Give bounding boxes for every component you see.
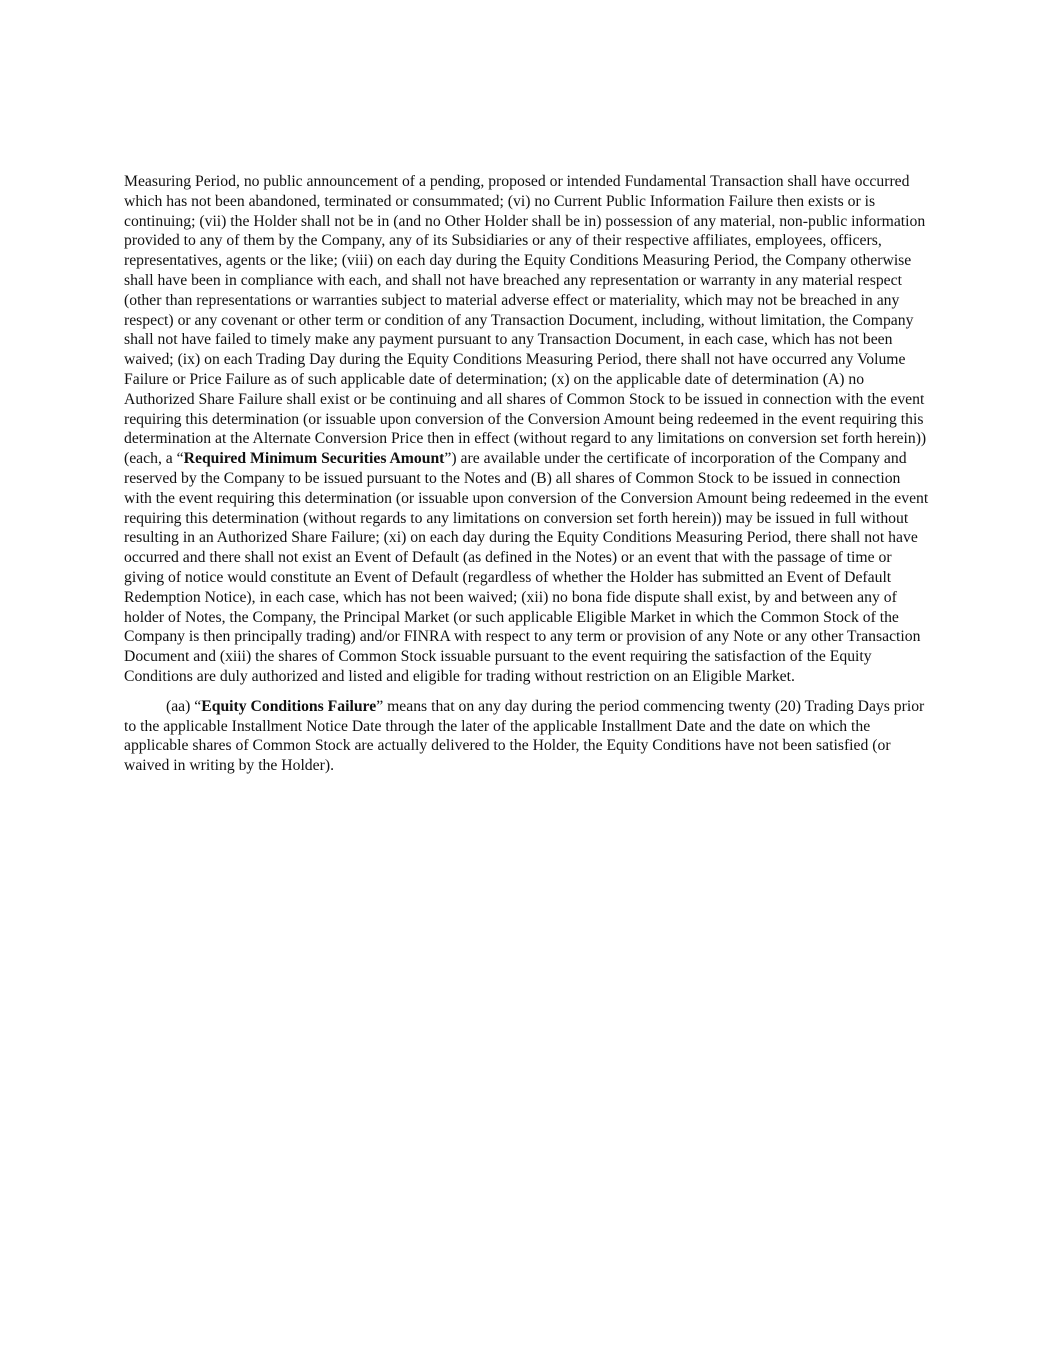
paragraph-equity-conditions-failure — [124, 697, 930, 776]
defined-term-equity-conditions-failure: Equity Conditions Failure — [201, 697, 377, 715]
paragraph-text: ”) are available under the certificate of incorporation of the Company and reserved by the Company to be issued pursuant to the Notes and (B) all shares of Common Stock to be issued in connection with the event requiring this determination (or issuable upon conversion of the Conversion Amount being redeemed in the event requiring this determination (without regards to any limitations on conversion set forth herein)) may be issued in full without resulting in an Authorized Share Failure; (xi) on each day during the Equity Conditions Measuring Period, there shall not have occurred and there shall not exist an Event of Default (as defined in the Notes) or an event that with the passage of time or giving of notice would constitute an Event of Default (regardless of whether the Holder has submitted an Event of Default Redemption Notice), in each case, which has not been waived; (xii) no bona fide dispute shall exist, by and between any of holder of Notes, the Company, the Principal Market (or such applicable Eligible Market in which the Common Stock of the Company is then principally trading) and/or FINRA with respect to any term or provision of any Note or any other Transaction Document and (xiii) the shares of Common Stock issuable pursuant to the event requiring the satisfaction of the Equity Conditions are duly authorized and listed and eligible for trading without restriction on an Eligible Market. — [124, 450, 929, 685]
paragraph-text: ” means that on any day during the period commencing twenty (20) Trading Days prior to the applicable Installment Notice Date through the later of the applicable Installment Date and the date on which the applicable shares of Common Stock are actually delivered to the Holder, the Equity Conditions have not been satisfied (or waived in writing by the Holder). — [124, 697, 925, 775]
document-page — [124, 172, 930, 786]
section-label: (aa) “ — [166, 697, 202, 715]
paragraph-text: Measuring Period, no public announcement of a pending, proposed or intended Fundamental Transaction shall have occurred which has not been abandoned, terminated or consummated; (vi) no Current Public Information Failure then exists or is continuing; (vii) the Holder shall not be in (and no Other Holder shall be in) possession of any material, non-public information provided to any of them by the Company, any of its Subsidiaries or any of their respective affiliates, employees, officers, representatives, agents or the like; (viii) on each day during the Equity Conditions Measuring Period, the Company otherwise shall have been in compliance with each, and shall not have breached any representation or warranty in any material respect (other than representations or warranties subject to material adverse effect or materiality, which may not be breached in any respect) or any covenant or other term or condition of any Transaction Document, including, without limitation, the Company shall not have failed to timely make any payment pursuant to any Transaction Document, in each case, which has not been waived; (ix) on each Trading Day during the Equity Conditions Measuring Period, there shall not have occurred any Volume Failure or Price Failure as of such applicable date of determination; (x) on the applicable date of determination (A) no Authorized Share Failure shall exist or be continuing and all shares of Common Stock to be issued in connection with the event requiring this determination (or issuable upon conversion of the Conversion Amount being redeemed in the event requiring this determination at the Alternate Conversion Price then in effect (without regard to any limitations on conversion set forth herein)) (each, a “ — [124, 173, 927, 468]
defined-term-required-minimum-securities-amount: Required Minimum Securities Amount — [183, 450, 445, 468]
paragraph-equity-conditions-continued — [124, 172, 930, 687]
